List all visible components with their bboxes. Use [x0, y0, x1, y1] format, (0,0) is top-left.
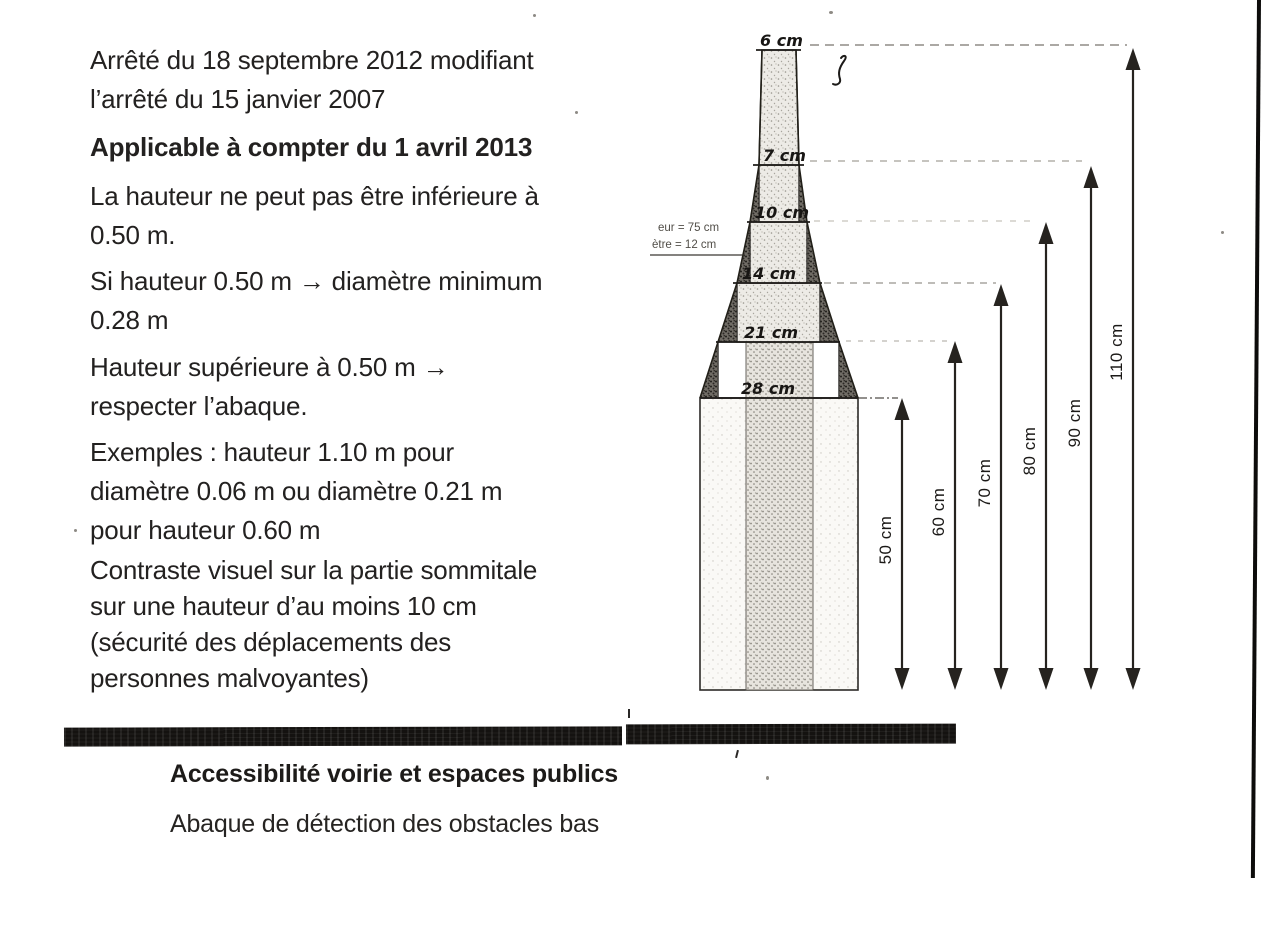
step-label-14cm: 14 cm: [742, 264, 796, 283]
arrow-label-80cm: 80 cm: [1020, 426, 1039, 476]
text-line: 0.28 m: [90, 305, 169, 335]
text-line: respecter l’abaque.: [90, 391, 308, 421]
handwritten-squiggle: [833, 56, 846, 85]
text-line: Si hauteur 0.50 m → diamètre minimum: [90, 266, 543, 296]
text-line: diamètre 0.06 m ou diamètre 0.21 m: [90, 476, 503, 506]
note-75cm: [650, 222, 745, 255]
text-line: (sécurité des déplacements des: [90, 627, 452, 657]
step-label-6cm: 6 cm: [760, 31, 803, 50]
bollard-center-column-12cm: [746, 283, 813, 690]
footer-subtitle: Abaque de détection des obstacles bas: [170, 810, 600, 838]
arrow-50cm: [876, 398, 910, 690]
arrow-label-50cm: 50 cm: [876, 515, 895, 565]
step-label-10cm: 10 cm: [755, 203, 809, 222]
text-line: Contraste visuel sur la partie sommitale: [90, 555, 538, 585]
text-line: 0.50 m.: [90, 220, 176, 250]
arrow-label-60cm: 60 cm: [929, 487, 948, 537]
arrow-label-70cm: 70 cm: [975, 458, 994, 508]
arrow-label-90cm: 90 cm: [1065, 398, 1084, 448]
text-line: La hauteur ne peut pas être inférieure à: [90, 181, 539, 211]
note-line-2: ètre = 12 cm: [652, 239, 717, 251]
arrow-60cm: [929, 341, 963, 690]
arrow-80cm: [1020, 222, 1054, 690]
footer-title: Accessibilité voirie et espaces publics: [170, 760, 618, 788]
step-label-7cm: 7 cm: [763, 146, 806, 165]
arrow-70cm: [975, 284, 1009, 690]
note-line-1: eur = 75 cm: [658, 222, 720, 234]
text-line: personnes malvoyantes): [90, 663, 369, 693]
arrow-110cm: [1107, 48, 1141, 690]
arrow-label-110cm: 110 cm: [1107, 323, 1126, 381]
height-arrows: [876, 48, 1141, 690]
text-line: Exemples : hauteur 1.10 m pour: [90, 437, 454, 467]
step-label-28cm: 28 cm: [741, 379, 795, 398]
text-line: sur une hauteur d’au moins 10 cm: [90, 591, 477, 621]
step-label-21cm: 21 cm: [744, 323, 798, 342]
text-line: pour hauteur 0.60 m: [90, 515, 321, 545]
text-line: l’arrêté du 15 janvier 2007: [90, 84, 386, 114]
text-line: Applicable à compter du 1 avril 2013: [90, 132, 533, 162]
text-line: Hauteur supérieure à 0.50 m →: [90, 352, 449, 382]
arrow-90cm: [1065, 166, 1099, 690]
text-line: Arrêté du 18 septembre 2012 modifiant: [90, 45, 534, 75]
